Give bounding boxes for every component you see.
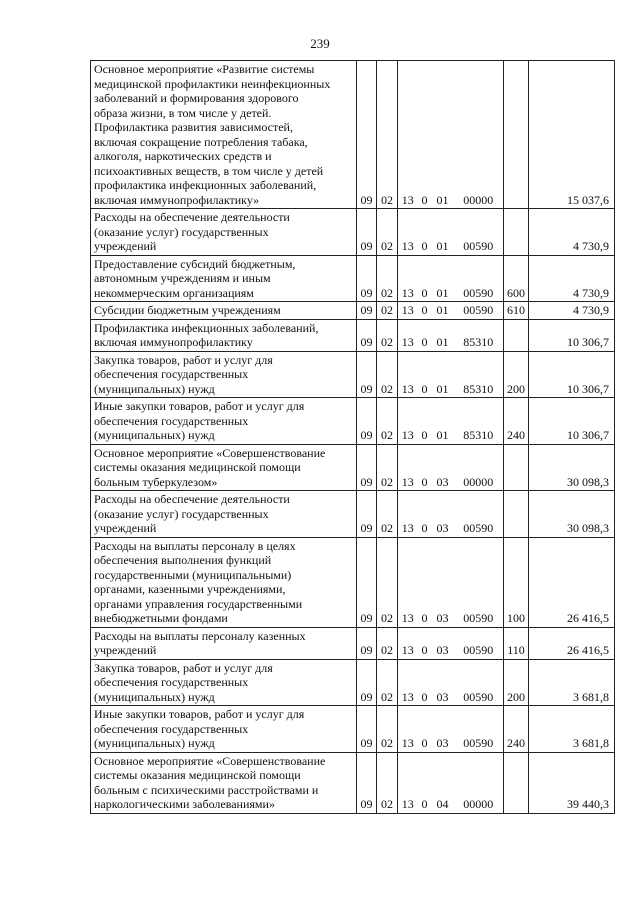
- target-article-program: 13: [398, 255, 418, 302]
- subsection-code: 02: [377, 659, 398, 706]
- target-article-event: 03: [432, 706, 454, 753]
- expense-name-line: Основное мероприятие «Развитие системы: [94, 62, 315, 76]
- target-article-program: 13: [398, 659, 418, 706]
- expense-name-line: Расходы на обеспечение деятельности: [94, 210, 290, 224]
- expense-name-line: внебюджетными фондами: [94, 611, 228, 625]
- target-article-subprogram: 0: [418, 398, 432, 445]
- target-article-program: 13: [398, 706, 418, 753]
- expense-name-line: наркологическими заболеваниями»: [94, 797, 275, 811]
- target-article-event: 03: [432, 627, 454, 659]
- expense-name-line: Иные закупки товаров, работ и услуг для: [94, 707, 305, 721]
- target-article-direction: 85310: [454, 319, 504, 351]
- amount: 10 306,7: [529, 398, 615, 445]
- expense-name-line: Расходы на выплаты персоналу в целях: [94, 538, 296, 553]
- expense-name-line: профилактика инфекционных заболеваний,: [94, 178, 317, 192]
- section-code: 09: [357, 302, 377, 320]
- expense-name-line: (оказание услуг) государственных: [94, 506, 269, 521]
- expense-name-line: (муниципальных) нужд: [94, 381, 215, 396]
- amount: 15 037,6: [529, 61, 615, 209]
- expense-type-code: 240: [504, 398, 529, 445]
- section-code: 09: [357, 209, 377, 256]
- expense-name: [91, 302, 357, 320]
- expense-type-code: 600: [504, 255, 529, 302]
- table-row: [91, 659, 615, 706]
- expense-name: [91, 706, 357, 753]
- expense-name-line: Основное мероприятие «Совершенствование: [94, 445, 326, 460]
- target-article-subprogram: 0: [418, 351, 432, 398]
- amount: 4 730,9: [529, 255, 615, 302]
- expense-name: [91, 398, 357, 445]
- target-article-program: 13: [398, 444, 418, 491]
- page-number: 239: [310, 36, 330, 51]
- expense-name-line: (муниципальных) нужд: [94, 428, 215, 442]
- expense-type-code: [504, 444, 529, 491]
- target-article-program: 13: [398, 752, 418, 813]
- amount: 30 098,3: [529, 491, 615, 538]
- expense-name-line: психоактивных веществ, в том числе у детей: [94, 163, 324, 178]
- target-article-subprogram: 0: [418, 302, 432, 320]
- subsection-code: 02: [377, 209, 398, 256]
- expense-name-line: больным с психическими расстройствами и: [94, 782, 319, 797]
- subsection-code: 02: [377, 351, 398, 398]
- section-code: 09: [357, 752, 377, 813]
- expense-name: [91, 319, 357, 351]
- section-code: 09: [357, 444, 377, 491]
- expense-type-code: 200: [504, 659, 529, 706]
- expense-name-line: автономным учреждениям и иным: [94, 271, 271, 285]
- subsection-code: 02: [377, 444, 398, 491]
- target-article-program: 13: [398, 398, 418, 445]
- section-code: 09: [357, 61, 377, 209]
- table-row: [91, 319, 615, 351]
- expense-type-code: 100: [504, 537, 529, 627]
- target-article-event: 01: [432, 255, 454, 302]
- amount: 30 098,3: [529, 444, 615, 491]
- expense-name-line: обеспечения государственных: [94, 413, 249, 428]
- expense-name-line: Основное мероприятие «Совершенствование: [94, 753, 326, 768]
- budget-table: [90, 60, 615, 814]
- target-article-event: 01: [432, 209, 454, 256]
- table-row: [91, 209, 615, 256]
- expense-name-line: обеспечения выполнения функций: [94, 553, 272, 567]
- amount: 26 416,5: [529, 627, 615, 659]
- target-article-program: 13: [398, 319, 418, 351]
- expense-name: [91, 627, 357, 659]
- section-code: 09: [357, 706, 377, 753]
- target-article-event: 04: [432, 752, 454, 813]
- section-code: 09: [357, 659, 377, 706]
- table-row: [91, 491, 615, 538]
- target-article-program: 13: [398, 627, 418, 659]
- expense-name-line: Иные закупки товаров, работ и услуг для: [94, 399, 305, 413]
- section-code: 09: [357, 319, 377, 351]
- section-code: 09: [357, 398, 377, 445]
- target-article-subprogram: 0: [418, 537, 432, 627]
- target-article-event: 01: [432, 398, 454, 445]
- expense-name: [91, 61, 357, 209]
- amount: 10 306,7: [529, 351, 615, 398]
- amount: 4 730,9: [529, 209, 615, 256]
- table-row: [91, 537, 615, 627]
- target-article-event: 03: [432, 659, 454, 706]
- table-row: [91, 444, 615, 491]
- subsection-code: 02: [377, 319, 398, 351]
- expense-name-line: заболеваний и формирования здорового: [94, 91, 299, 105]
- target-article-subprogram: 0: [418, 444, 432, 491]
- target-article-direction: 00000: [454, 752, 504, 813]
- expense-type-code: [504, 61, 529, 209]
- expense-name-line: образа жизни, в том числе у детей.: [94, 105, 272, 120]
- target-article-event: 01: [432, 61, 454, 209]
- target-article-direction: 00000: [454, 61, 504, 209]
- expense-name-line: алкоголя, наркотических средств и: [94, 149, 272, 163]
- subsection-code: 02: [377, 61, 398, 209]
- subsection-code: 02: [377, 398, 398, 445]
- expense-name: [91, 255, 357, 302]
- expense-name: [91, 209, 357, 256]
- target-article-direction: 00590: [454, 627, 504, 659]
- section-code: 09: [357, 537, 377, 627]
- section-code: 09: [357, 491, 377, 538]
- expense-name-line: учреждений: [94, 521, 157, 535]
- subsection-code: 02: [377, 255, 398, 302]
- expense-name-line: учреждений: [94, 643, 157, 657]
- expense-type-code: 240: [504, 706, 529, 753]
- target-article-subprogram: 0: [418, 61, 432, 209]
- target-article-direction: 85310: [454, 398, 504, 445]
- expense-name-line: обеспечения государственных: [94, 721, 249, 736]
- amount: 26 416,5: [529, 537, 615, 627]
- expense-type-code: 200: [504, 351, 529, 398]
- target-article-program: 13: [398, 351, 418, 398]
- expense-name: [91, 537, 357, 627]
- table-row: [91, 752, 615, 813]
- expense-name-line: (муниципальных) нужд: [94, 736, 215, 750]
- expense-name-line: обеспечения государственных: [94, 675, 249, 689]
- expense-name: [91, 659, 357, 706]
- expense-name-line: Профилактика развития зависимостей,: [94, 120, 293, 134]
- target-article-program: 13: [398, 302, 418, 320]
- table-row: [91, 302, 615, 320]
- target-article-event: 01: [432, 319, 454, 351]
- target-article-subprogram: 0: [418, 706, 432, 753]
- expense-name-line: учреждений: [94, 239, 157, 253]
- target-article-subprogram: 0: [418, 627, 432, 659]
- expense-name-line: Расходы на обеспечение деятельности: [94, 492, 290, 506]
- expense-name-line: органами, казенными учреждениями,: [94, 582, 286, 596]
- expense-name-line: Профилактика инфекционных заболеваний,: [94, 320, 319, 335]
- expense-name: [91, 491, 357, 538]
- budget-table-body: [91, 61, 615, 814]
- expense-type-code: [504, 209, 529, 256]
- expense-type-code: 110: [504, 627, 529, 659]
- expense-name-line: включая сокращение потребления табака,: [94, 134, 308, 149]
- table-row: [91, 627, 615, 659]
- expense-name-line: Расходы на выплаты персоналу казенных: [94, 628, 306, 643]
- expense-name-line: Закупка товаров, работ и услуг для: [94, 660, 273, 675]
- expense-type-code: [504, 752, 529, 813]
- expense-name-line: государственными (муниципальными): [94, 567, 292, 582]
- expense-name-line: медицинской профилактики неинфекционных: [94, 76, 331, 91]
- expense-name-line: системы оказания медицинской помощи: [94, 768, 301, 782]
- subsection-code: 02: [377, 706, 398, 753]
- target-article-direction: 00590: [454, 491, 504, 538]
- expense-type-code: [504, 491, 529, 538]
- target-article-direction: 00590: [454, 706, 504, 753]
- table-row: [91, 706, 615, 753]
- target-article-direction: 00590: [454, 209, 504, 256]
- target-article-subprogram: 0: [418, 255, 432, 302]
- target-article-program: 13: [398, 537, 418, 627]
- target-article-direction: 00590: [454, 302, 504, 320]
- expense-name: [91, 444, 357, 491]
- section-code: 09: [357, 351, 377, 398]
- expense-name: [91, 752, 357, 813]
- target-article-event: 03: [432, 444, 454, 491]
- section-code: 09: [357, 627, 377, 659]
- expense-name-line: Предоставление субсидий бюджетным,: [94, 256, 296, 271]
- expense-name-line: Закупка товаров, работ и услуг для: [94, 352, 273, 367]
- subsection-code: 02: [377, 302, 398, 320]
- amount: 3 681,8: [529, 659, 615, 706]
- target-article-subprogram: 0: [418, 491, 432, 538]
- subsection-code: 02: [377, 537, 398, 627]
- target-article-event: 01: [432, 302, 454, 320]
- table-row: [91, 351, 615, 398]
- expense-name-line: системы оказания медицинской помощи: [94, 460, 301, 474]
- expense-name-line: обеспечения государственных: [94, 367, 249, 381]
- section-code: 09: [357, 255, 377, 302]
- subsection-code: 02: [377, 491, 398, 538]
- target-article-direction: 85310: [454, 351, 504, 398]
- expense-name: [91, 351, 357, 398]
- amount: 4 730,9: [529, 302, 615, 320]
- expense-type-code: 610: [504, 302, 529, 320]
- expense-name-line: больным туберкулезом»: [94, 474, 218, 489]
- expense-name-line: органами управления государственными: [94, 596, 303, 611]
- expense-name-line: включая иммунопрофилактику: [94, 335, 253, 349]
- table-row: [91, 255, 615, 302]
- target-article-direction: 00590: [454, 255, 504, 302]
- expense-name-line: Субсидии бюджетным учреждениям: [94, 303, 281, 317]
- target-article-program: 13: [398, 491, 418, 538]
- target-article-direction: 00000: [454, 444, 504, 491]
- target-article-program: 13: [398, 61, 418, 209]
- target-article-event: 03: [432, 491, 454, 538]
- subsection-code: 02: [377, 752, 398, 813]
- table-row: [91, 398, 615, 445]
- target-article-event: 03: [432, 537, 454, 627]
- expense-type-code: [504, 319, 529, 351]
- amount: 3 681,8: [529, 706, 615, 753]
- expense-name-line: включая иммунопрофилактику»: [94, 192, 260, 207]
- target-article-direction: 00590: [454, 537, 504, 627]
- amount: 39 440,3: [529, 752, 615, 813]
- amount: 10 306,7: [529, 319, 615, 351]
- table-row: [91, 61, 615, 209]
- expense-name-line: некоммерческим организациям: [94, 285, 254, 300]
- target-article-subprogram: 0: [418, 209, 432, 256]
- subsection-code: 02: [377, 627, 398, 659]
- target-article-program: 13: [398, 209, 418, 256]
- expense-name-line: (муниципальных) нужд: [94, 689, 215, 704]
- target-article-subprogram: 0: [418, 752, 432, 813]
- expense-name-line: (оказание услуг) государственных: [94, 224, 269, 239]
- target-article-subprogram: 0: [418, 659, 432, 706]
- target-article-event: 01: [432, 351, 454, 398]
- target-article-subprogram: 0: [418, 319, 432, 351]
- target-article-direction: 00590: [454, 659, 504, 706]
